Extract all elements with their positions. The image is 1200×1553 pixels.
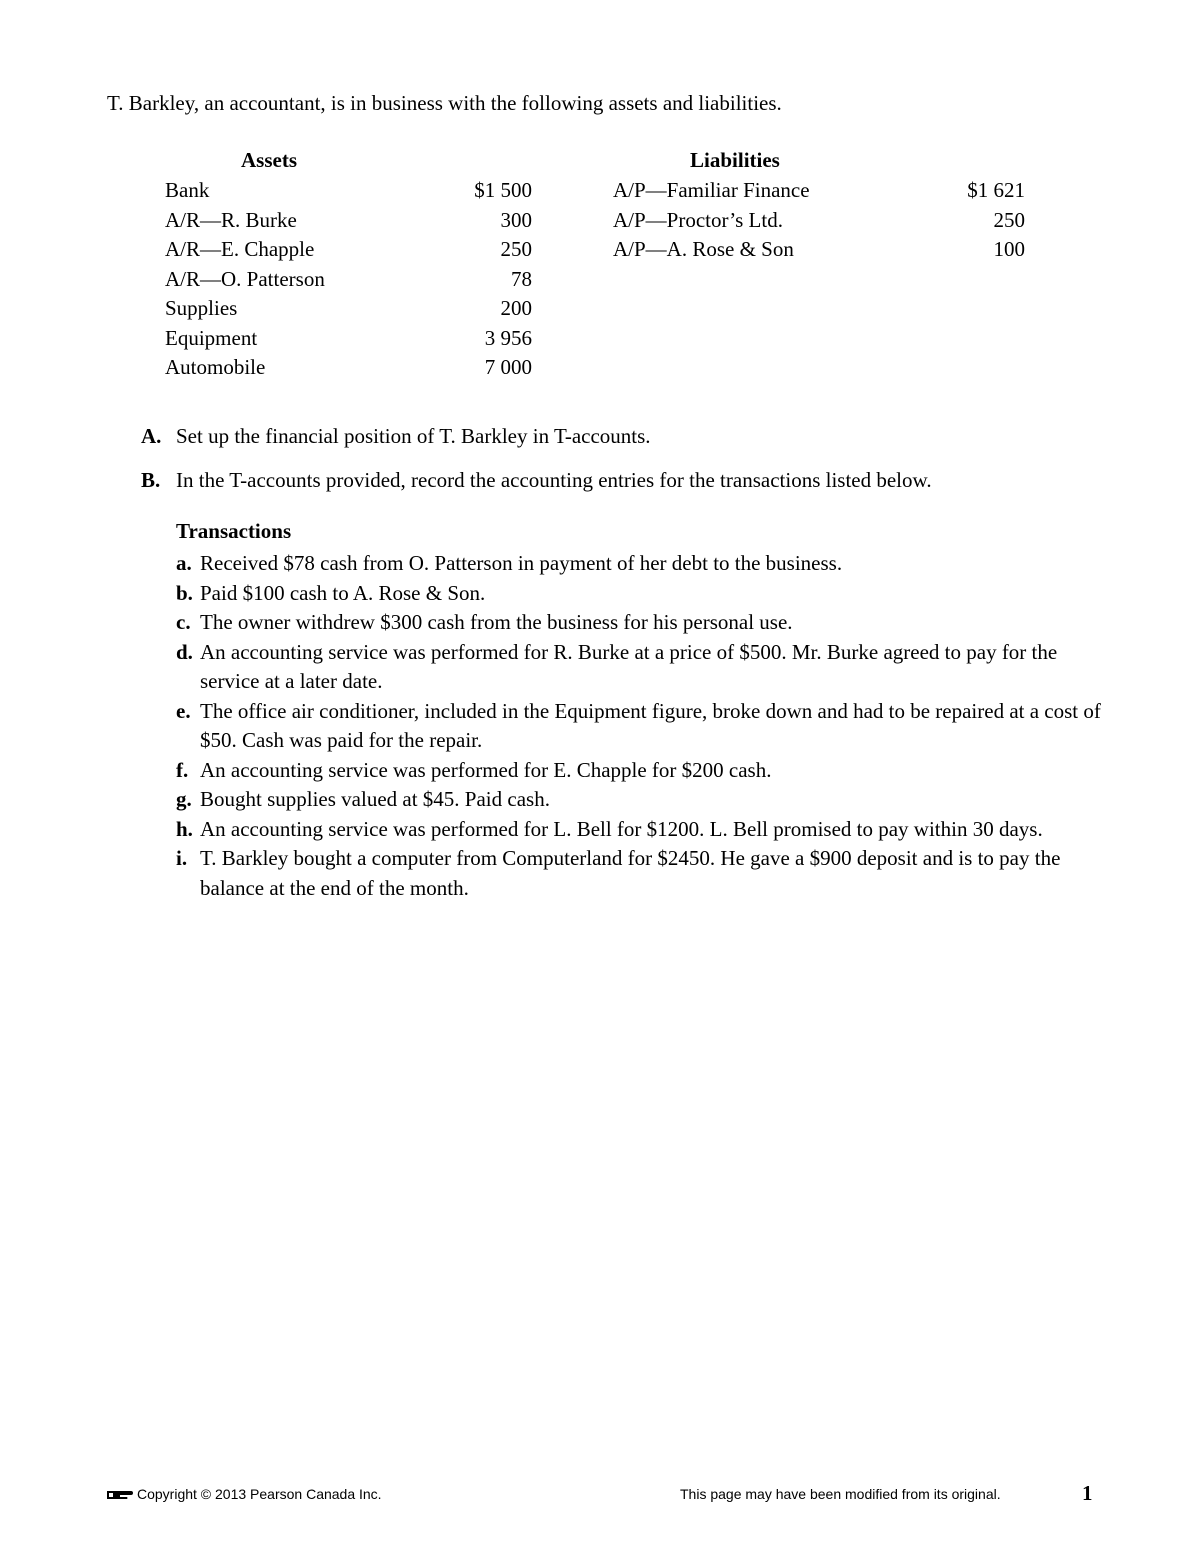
liability-amount: 250 xyxy=(993,207,1025,232)
liability-row xyxy=(613,235,1025,265)
transaction-item xyxy=(176,608,1106,638)
task-a-text: Set up the financial position of T. Barkley in T-accounts. xyxy=(176,424,651,448)
transactions-heading: Transactions xyxy=(176,519,292,543)
asset-name: A/R—O. Patterson xyxy=(165,266,325,291)
assets-list xyxy=(165,176,532,383)
asset-amount: 250 xyxy=(500,237,532,261)
copyright-text: Copyright © 2013 Pearson Canada Inc. xyxy=(137,1486,382,1502)
asset-name: A/R—R. Burke xyxy=(165,207,297,232)
liabilities-list xyxy=(613,176,1025,265)
liability-amount: $1 621 xyxy=(967,178,1025,202)
transaction-text: An accounting service was performed for E. Chapple for $200 cash. xyxy=(200,757,772,782)
intro-text: T. Barkley, an accountant, is in business with the following assets and liabilities. xyxy=(107,91,782,115)
asset-row xyxy=(165,235,532,265)
transaction-text: The owner withdrew $300 cash from the business for his personal use. xyxy=(200,610,793,634)
liability-name: A/P—Proctor’s Ltd. xyxy=(613,207,783,232)
liability-amount: 100 xyxy=(993,237,1025,261)
asset-row xyxy=(165,176,532,206)
task-a-label: A. xyxy=(141,424,162,448)
asset-row xyxy=(165,353,532,383)
task-b-text: In the T-accounts provided, record the accounting entries for the transactions listed below. xyxy=(176,468,932,492)
transaction-label: c. xyxy=(176,610,191,634)
liabilities-heading: Liabilities xyxy=(690,148,780,172)
transaction-text: An accounting service was performed for R. Burke at a price of $500. Mr. Burke agreed to pay for the service at a later date. xyxy=(200,639,1058,693)
asset-amount: 200 xyxy=(500,296,532,320)
transaction-item xyxy=(176,815,1106,845)
transaction-item xyxy=(176,697,1106,756)
transaction-label: i. xyxy=(176,846,188,870)
liability-row xyxy=(613,176,1025,206)
transaction-text: Paid $100 cash to A. Rose & Son. xyxy=(200,580,486,605)
liability-name: A/P—Familiar Finance xyxy=(613,178,810,202)
asset-amount: 78 xyxy=(511,266,532,291)
task-b-label: B. xyxy=(141,468,161,492)
transaction-text: The office air conditioner, included in the Equipment figure, broke down and had to be repaired at a cost of $50. Cash was paid for the repair. xyxy=(200,698,1101,752)
asset-name: A/R—E. Chapple xyxy=(165,237,315,261)
transactions-list xyxy=(176,549,1106,903)
transaction-item xyxy=(176,638,1106,697)
transaction-label: b. xyxy=(176,580,193,605)
asset-row xyxy=(165,206,532,236)
transaction-label: f. xyxy=(176,757,189,782)
transaction-label: d. xyxy=(176,639,193,664)
hand-pointing-icon xyxy=(107,1488,133,1500)
transaction-item xyxy=(176,844,1106,903)
liability-row xyxy=(613,206,1025,236)
transaction-label: e. xyxy=(176,698,191,723)
asset-amount: $1 500 xyxy=(474,178,532,202)
assets-heading: Assets xyxy=(241,148,297,172)
page-number: 1 xyxy=(1082,1481,1093,1505)
asset-row xyxy=(165,324,532,354)
task-a xyxy=(141,424,651,449)
transaction-item xyxy=(176,756,1106,786)
liability-name: A/P—A. Rose & Son xyxy=(613,237,794,261)
modification-notice: This page may have been modified from its original. xyxy=(680,1486,1001,1502)
asset-name: Automobile xyxy=(165,355,266,379)
asset-name: Supplies xyxy=(165,296,238,320)
transaction-text: An accounting service was performed for L. Bell for $1200. L. Bell promised to pay within 30 days. xyxy=(200,816,1043,841)
transaction-label: h. xyxy=(176,816,193,841)
asset-amount: 3 956 xyxy=(484,325,532,350)
asset-amount: 7 000 xyxy=(484,355,532,379)
transaction-label: g. xyxy=(176,787,192,811)
transaction-item xyxy=(176,785,1106,815)
transaction-text: Bought supplies valued at $45. Paid cash. xyxy=(200,787,550,811)
footer-copyright xyxy=(107,1486,382,1502)
transaction-item xyxy=(176,579,1106,609)
transaction-text: T. Barkley bought a computer from Computerland for $2450. He gave a $900 deposit and is to pay the balance at the end of the month. xyxy=(200,846,1061,900)
asset-amount: 300 xyxy=(500,207,532,232)
asset-row xyxy=(165,265,532,295)
transaction-text: Received $78 cash from O. Patterson in payment of her debt to the business. xyxy=(200,551,843,575)
transaction-item xyxy=(176,549,1106,579)
task-b xyxy=(141,468,932,493)
asset-name: Equipment xyxy=(165,325,258,350)
asset-name: Bank xyxy=(165,178,210,202)
asset-row xyxy=(165,294,532,324)
transaction-label: a. xyxy=(176,551,192,575)
